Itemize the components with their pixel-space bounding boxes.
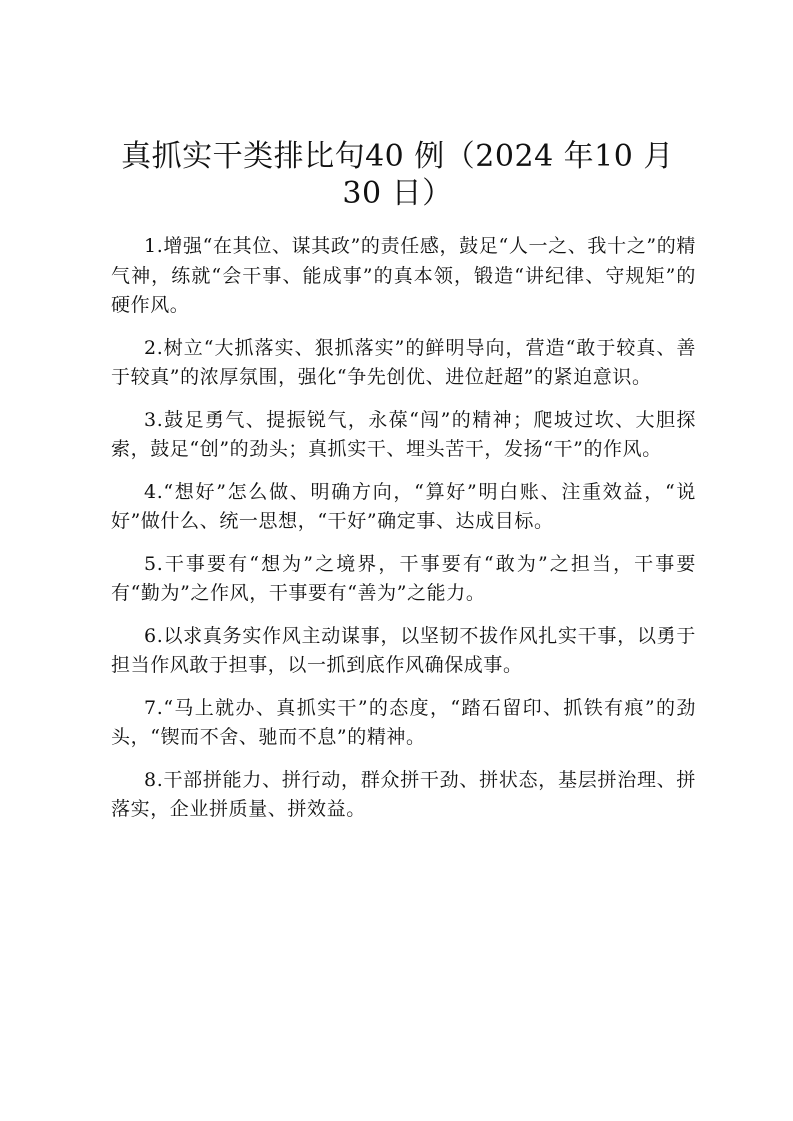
paragraph-list [111, 232, 696, 838]
paragraph-item-1: 1.增强“在其位、谋其政”的责任感，鼓足“人一之、我十之”的精气神，练就“会干事、能成事”的真本领，锻造“讲纪律、守规矩”的硬作风。 [111, 235, 696, 316]
paragraph-item-2: 2.树立“大抓落实、狠抓落实”的鲜明导向，营造“敢于较真、善于较真”的浓厚氛围，强化“争先创优、进位赶超”的紧迫意识。 [111, 336, 696, 388]
paragraph-item-5: 5.干事要有“想为”之境界，干事要有“敢为”之担当，干事要有“勤为”之作风，干事要有“善为”之能力。 [111, 552, 696, 604]
paragraph-item-4: 4.“想好”怎么做、明确方向，“算好”明白账、注重效益，“说好”做什么、统一思想，“干好”确定事、达成目标。 [111, 480, 696, 532]
paragraph-item-3: 3.鼓足勇气、提振锐气，永葆“闯”的精神；爬坡过坎、大胆探索，鼓足“创”的劲头；真抓实干、埋头苦干，发扬“干”的作风。 [111, 408, 696, 460]
paragraph-item-6: 6.以求真务实作风主动谋事，以坚韧不拔作风扎实干事，以勇于担当作风敢于担事，以一抓到底作风确保成事。 [111, 624, 696, 676]
paragraph-item-8: 8.干部拼能力、拼行动，群众拼干劲、拼状态，基层拼治理、拼落实，企业拼质量、拼效益。 [111, 768, 696, 820]
paragraph-item-7: 7.“马上就办、真抓实干”的态度，“踏石留印、抓铁有痕”的劲头，“锲而不舍、驰而不息”的精神。 [111, 696, 696, 748]
document-title: 真抓实干类排比句40 例（2024 年10 月30 日） [121, 139, 674, 211]
